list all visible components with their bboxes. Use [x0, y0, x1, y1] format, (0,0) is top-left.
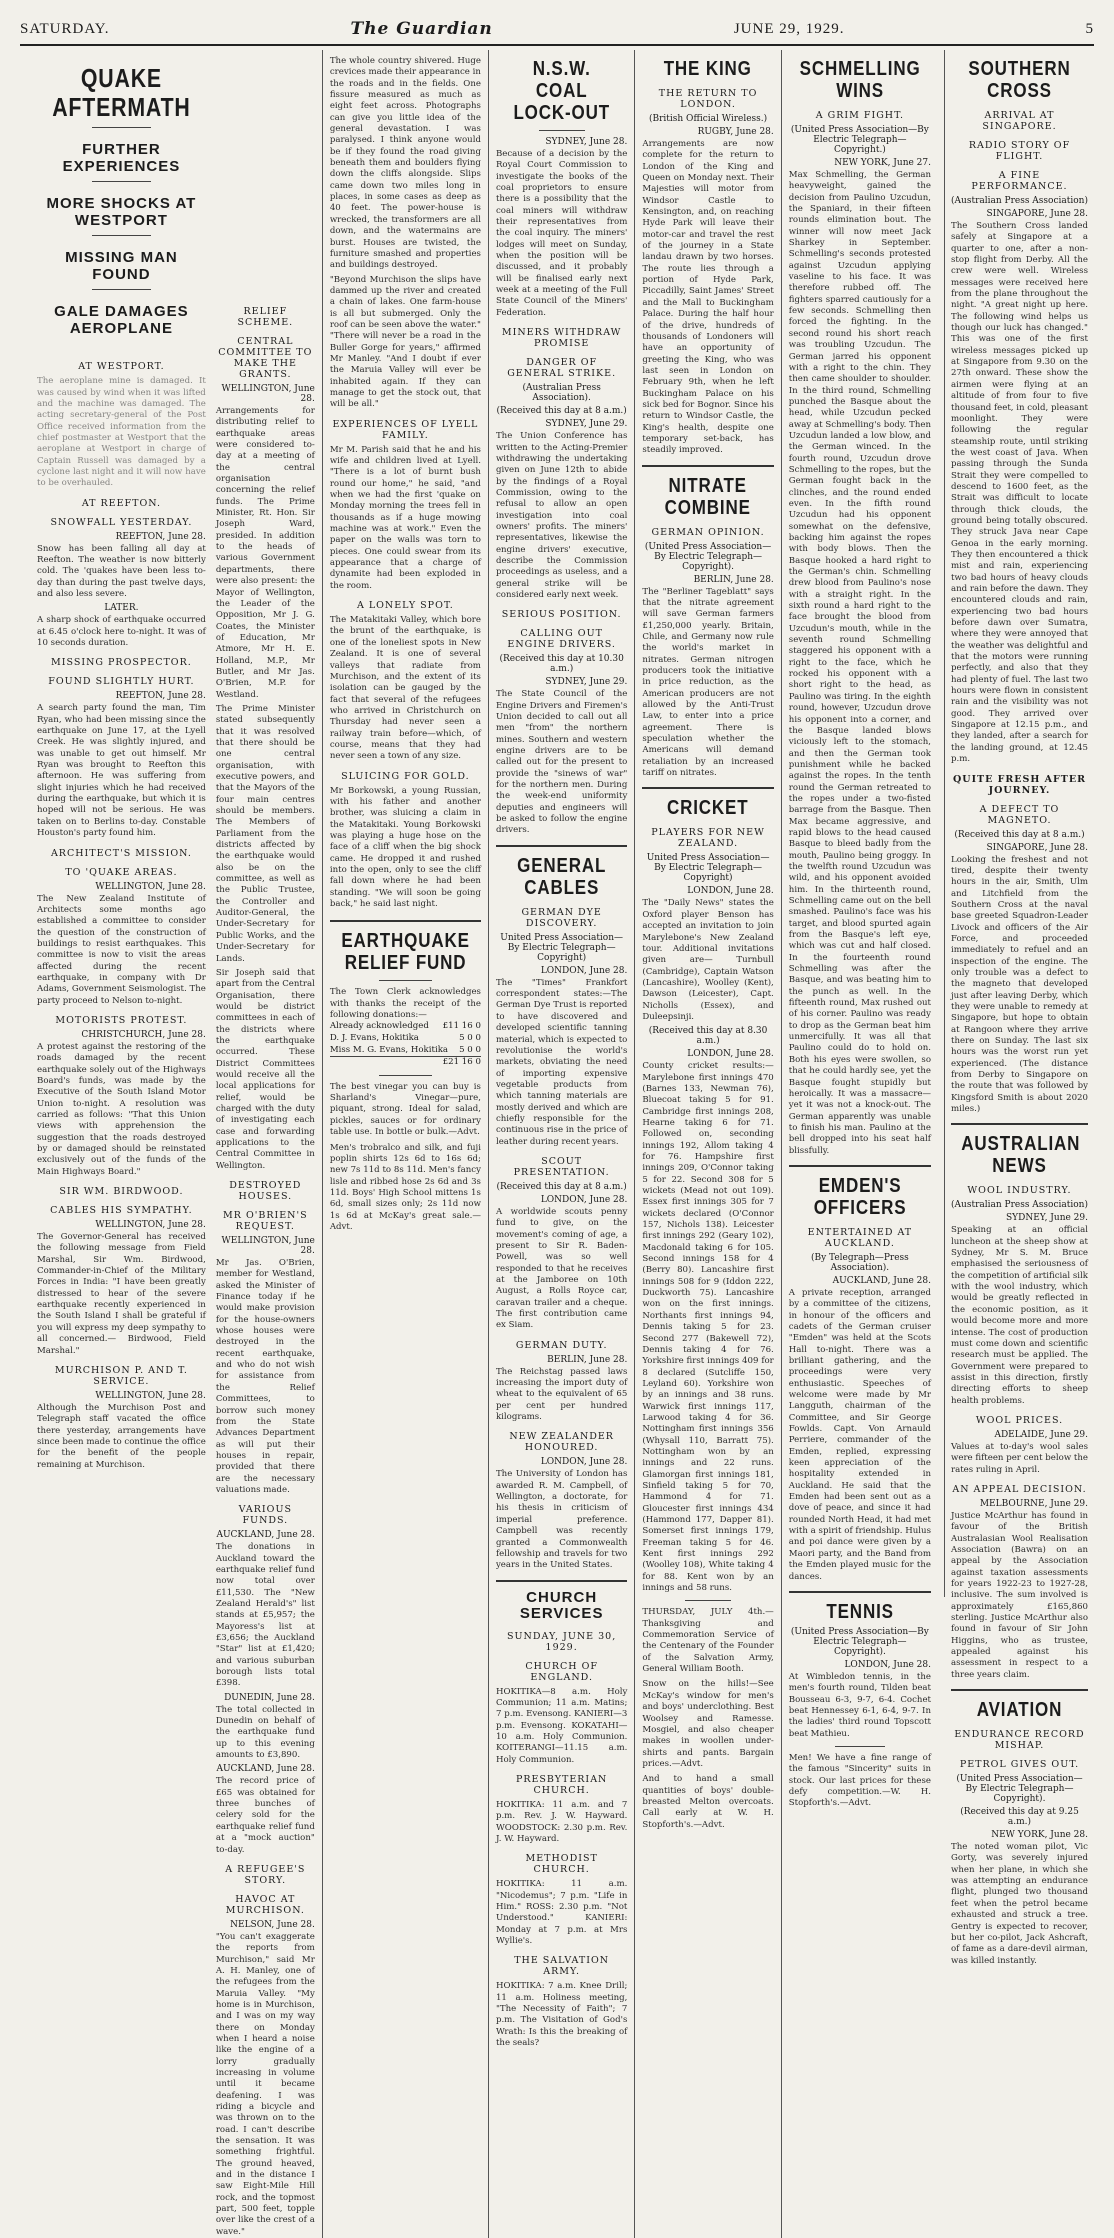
church-salvation-text: HOKITIKA: 7 a.m. Knee Drill; 11 a.m. Holiness meeting, "The Necessity of Faith"; 7 p.m. The Visitation of God's Wrath: Is this the breaking of the seals? — [495, 1981, 628, 2049]
columns — [30, 50, 938, 2237]
quake-continued-text: The whole country shivered. Huge crevices made their appearance in the roads and in the fields. One fissure measured as much as eight feet across. Photographs can give you little idea of the general devastation. I was paralysed. I think anyone would be if they found the road giving beneath them and boulders flying down the cliffs alongside. Slips came down two miles long in places, in some cases as deep as 40 feet. The power-house is wrecked, the transformers are all down, and the watermains are burst. Houses are twisted, the furniture smashed and properties and buildings destroyed. — [329, 56, 481, 271]
aviation-dateline: NEW YORK, June 28. — [991, 1830, 1088, 1841]
masthead-paper-title: The Guardian — [350, 19, 493, 39]
quake-missing-sub: MISSING PROSPECTOR. — [51, 657, 192, 669]
quake-obrien-text: Mr Jas. O'Brien, member for Westland, asked the Minister of Finance today if he would make provision for the house-owners whose houses were destroyed in the recent earthquake, and who do not wish for assistance from the Relief Committees, to borrow such money from the State Advances Department as will put their houses in repair, provided that there are the necessary valuations made. — [215, 1258, 315, 1495]
southern-cross-sub2: RADIO STORY OF FLIGHT. — [968, 140, 1071, 162]
quake-lonely-text: The Matakitaki Valley, which bore the brunt of the earthquake, is one of the loneliest spots in New Zealand. It is one of several valleys that radiate from Murchison, and the extent of its isolation can be gauged by the fact that several of the refugees who arrived in Christchurch on Thursday had never seen a railway train before—which, of course, means that they had never seen a town of any size. — [329, 615, 481, 762]
quake-refugee-sub: A REFUGEE'S STORY. — [225, 1863, 306, 1886]
quake-reefton-dateline: REEFTON, June 28. — [115, 531, 206, 542]
relief-fund-ad-shirts: Men's trobralco and silk, and fuji poplin shirts 12s 6d to 16s 6d; new 7s 11d to 8s 11d. Men's fancy lisle and ribbed hose 2s 6d and 3s 11d. Boys' High School mittens 1s 6d, small sizes only; 2s 11d now 1s 6d at McKay's great sale.—Advt. — [329, 1142, 481, 1232]
church-presbyterian-text: HOKITIKA: 11 a.m. and 7 p.m. Rev. J. W. Hayward. WOODSTOCK: 2.30 p.m. Rev. J. W. Hayward. — [495, 1799, 628, 1844]
australian-news-dateline: SYDNEY, June 29. — [1006, 1213, 1088, 1224]
nitrate-sub: GERMAN OPINION. — [651, 526, 765, 538]
quake-motorists-dateline: CHRISTCHURCH, June 28. — [81, 1029, 206, 1040]
mckay-snow-ad: Snow on the hills!—See McKay's window for men's and boys' underclothing. Best Woolsey and Ramesse. Mosgiel, and also cheaper makes in woollen under-shirts and pants. Bargain prices.—Advt. — [642, 1679, 774, 1769]
cricket-headline: CRICKET — [667, 797, 749, 820]
relief-fund-total — [330, 1056, 481, 1069]
col-3 — [323, 50, 489, 2238]
quake-sluicing-text: Mr Borkowski, a young Russian, with his father and another brother, was sluicing a claim in the Matakitaki. Young Borkowski was playing a huge hose on the face of a cliff when the big shock came. He dropped it and rushed into the open, only to see the cliff fall down where he had been standing. "We will soon be going back," he said last night. — [329, 785, 481, 910]
tennis-headline: TENNIS — [826, 1600, 894, 1623]
quake-birdwood-sub: SIR WM. BIRDWOOD. — [59, 1186, 184, 1198]
quake-lyell-text: Mr M. Parish said that he and his wife and children lived at Lyell. "There is a lot of burnt bush round our home," he said, "and when we had the first 'quake on Monday morning the trees fell in thousands as if a huge mowing machine was at work." Even the paper on the walls was torn to pieces. One could swear from its appearance that a charge of dynamite had been exploded in the room. — [329, 444, 481, 591]
church-england-text: HOKITIKA—8 a.m. Holy Communion; 11 a.m. Matins; 7 p.m. Evensong. KANIERI—3 p.m. Evensong. KOKATAHI—10 a.m. Holy Communion. KOITERANGI—11.15 a.m. Holy Communion. — [495, 1686, 628, 1765]
scout-dateline: LONDON, June 28. — [540, 1194, 628, 1205]
masthead-day: SATURDAY. — [20, 20, 110, 37]
divider — [92, 127, 151, 128]
general-cables-dateline: LONDON, June 28. — [540, 965, 628, 976]
quake-havoc-text: "You can't exaggerate the reports from Murchison," said Mr A. H. Manley, one of the refugees from the Maruia Valley. "My home is in Murchison, and I was on my way there on Monday when I heard a noise like the engine of a lorry gradually increasing in volume until it became deafening. I was riding a bicycle and was thrown on to the road. I can't describe the sensation. It was something frightful. The ground heaved, and in the distance I saw Eight-Mile Hill rock, and the topmost part, 500 feet, topple over like the crest of a wave." — [215, 1931, 315, 2237]
quake-later: LATER. — [104, 603, 139, 614]
relief-fund-line-amount: 5 0 0 — [459, 1033, 481, 1043]
general-cables-text: The "Times" Frankfort correspondent states:—The German Dye Trust is reported to have discovered and developed scientific tanning material, which is expected to revolutionise the world's markets, obviating the need of importing expensive vegetable products from which tanning materials are mostly derived and which are chiefly responsible for the continuous rise in the price of leather during recent years. — [495, 977, 628, 1147]
quake-obrien-dateline: WELLINGTON, June 28. — [221, 1236, 315, 1257]
australian-news-sub: WOOL INDUSTRY. — [967, 1185, 1072, 1197]
quake-missing-text: A search party found the man, Tim Ryan, who had been missing since the earthquake on June 17, at the Lyell Creek. He was slightly injured, and was unable to get out himself. Mr Ryan was brought to Reefton this afternoon. He was suffering from slight injuries which he had received during the earthquake, but which it is hoped will not be serious. He was taken on to Berlins to-day. Constable Houston's party found him. — [37, 703, 206, 839]
appeal-dateline: MELBOURNE, June 29. — [979, 1498, 1088, 1509]
cricket-dateline: LONDON, June 28. — [687, 886, 774, 897]
southern-cross-quite: QUITE FRESH AFTER JOURNEY. — [953, 773, 1086, 796]
relief-fund-ad-vinegar: The best vinegar you can buy is Sharland's Vinegar—pure, piquant, strong. Ideal for salad, pickles, sauces or for ordinary table use. In bottle or bulk.—Advt. — [329, 1081, 481, 1138]
quake-architects-text: The New Zealand Institute of Architects some months ago established a committee to consider the question of the construction of buildings to resist earthquakes. This committee is now to visit the areas affected during the recent earthquake, in company with Dr Adams, Government Seismologist. The party proceed to Nelson to-night. — [37, 893, 206, 1006]
quake-continued-text2: "Beyond Murchison the slips have dammed up the river and created a chain of lakes. One farm-house is all but submerged. Only the roof can be seen above the water." "There will never be a road in the Buller Gorge for years," affirmed Mr Manley. "And I doubt if ever the Maruia Valley will ever be inhabited again. If they can manage to get the stock out, that will be all." — [329, 274, 481, 410]
church-england-sub: CHURCH OF ENGLAND. — [525, 1660, 598, 1683]
church-methodist-sub: METHODIST CHURCH. — [525, 1853, 598, 1876]
quake-birdwood-dateline: WELLINGTON, June 28. — [95, 1220, 206, 1231]
king-credit: (British Official Wireless.) — [648, 114, 768, 124]
quake-relief-text: Arrangements for distributing relief to earthquake areas were considered to-day at a meeting of the central organisation concerning the relief funds. The Prime Minister, Rt. Hon. Sir Joseph Ward, presided. In addition to the heads of various Government departments, there were also present: the Mayor of Wellington, the Leader of the Opposition, Mr J. G. Coates, the Minister of Education, Mr Atmore, Mr H. E. Holland, M.P., Mr Butler, and Mr Jas. O'Brien, M.P. for Westland. — [215, 406, 315, 700]
scout-text: A worldwide scouts penny fund to give, on the movement's coming of age, a present to Sir R. Baden-Powell, was so well responded to that he receives at the Jamboree on 10th August, a Rolls Royce car, caravan trailer and a cheque. The first contribution came ex Siam. — [495, 1206, 628, 1331]
quake-relief-sub: RELIEF SCHEME. — [237, 306, 294, 328]
cricket-credit: United Press Association—By Electric Telegraph—Copyright) — [646, 853, 770, 884]
quake-architects-dateline: WELLINGTON, June 28. — [95, 881, 206, 892]
schmelling-text: Max Schmelling, the German heavyweight, gained the decision from Paulino Uzcudun, the Spaniard, in their fifteen rounds elimination bout. The winner will now meet Jack Sharkey in September. Schmelling's seconds protested against Uzcudun applying vaseline to his face. It was therefore rubbed off. The fighters sparred cautiously for a few seconds. Schmelling then forced the fighting. In the second round his short reach was troubling Uzcudun. The German jarred his opponent with a right to the chin. They then came shoulder to shoulder. In the third round, Schmelling punched the Basque about the head, while Uzcudun pecked away at Schmelling's body. Then Uzcudun landed a low blow, and the German winced. In the fourth round, Uzcudun drove Schmelling to the ropes, but the German fought back in the clinches, and the round ended even. In the fifth round Uzcudun had his opponent somewhat on the defensive, backing him against the ropes with body blows. Then the Basque hooked a hard right to the German's chin. Schmelling drew blood from Paulino's nose with a straight right. In the sixth round a hard right to the face brought the blood from Uzcudun's mouth, while in the seventh round Schmelling staggered his opponent with a right to the face, which he rocked his opponent with a short right to the head, as Paulino was tiring. In the eighth round, however, Uzcudun drove his opponent into a corner, and the Basque landed blows viciously left to the stomach, and then the German took punishment while he backed against the ropes. In the tenth round the German retreated to the ropes under a two-fisted barrage from the Basque. Then Max became aggressive, and rapid blows to the head caused Basque to bleed badly from the mouth, Paulino being groggy. In the twelfth round Uzcudun was wild, and his opponent avoided him. In the thirteenth round, Schmelling came out on the bell smashed. Paulino's face was his target, and blood spurted again from the Basque's left eye, which was cut and half closed. In the fourteenth round Schmelling was after the Basque, and was beating him to the punch as well. In the fifteenth round, Max rushed out of his corner. Paulino was ready to drop as the German beat him unmercifully. It was all that Paulino could do to hold on. Both his eyes were swollen, so that he could hardly see, yet the Basque fought stupidly but heroically. It was a massacre— yet it was not a knock-out. The German apparently was unable to finish his man. Paulino at the bell dropped into his seat half blissfully. — [788, 170, 931, 1156]
relief-fund-line — [330, 1045, 481, 1057]
quake-snow-sub: SNOWFALL YESTERDAY. — [50, 516, 193, 528]
nsw-headline: N.S.W. COAL LOCK-OUT — [513, 58, 610, 124]
quake-havoc-sub: HAVOC AT MURCHISON. — [225, 1893, 305, 1916]
schmelling-dateline: NEW YORK, June 27. — [834, 158, 931, 168]
divider — [642, 787, 773, 789]
aviation-credit: (United Press Association—By Electric Telegraph—Copyright). — [956, 1774, 1083, 1805]
quake-birdwood-sub2: CABLES HIS SYMPATHY. — [50, 1205, 193, 1217]
divider — [951, 1123, 1088, 1125]
quake-lyell-sub: EXPERIENCES OF LYELL FAMILY. — [332, 418, 479, 441]
salvation-centenary-ad: THURSDAY, JULY 4th.—Thanksgiving and Commemoration Service of the Centenary of the Founder of the Salvation Army, General William Booth. — [642, 1607, 774, 1675]
aviation-headline: AVIATION — [976, 1699, 1063, 1722]
cricket-text: The "Daily News" states the Oxford player Benson has accepted an invitation to join Marylebone's New Zealand tour. Additional invitations given are— Turnbull (Cambridge), Captain Watson (Lancashire), Woolley (Kent), Dawson (Leicester), Capt. Nicholls (Essex), and Duleepsinji. — [642, 898, 774, 1022]
southern-cross-credit: (Australian Press Association) — [951, 196, 1088, 206]
divider — [789, 1591, 931, 1593]
col-6 — [782, 50, 938, 2238]
sincerity-suits-ad: Men! We have a fine range of the famous "Sincerity" suits in stock. Our last prices for these defy competition.—W. H. Stopforth's.—Advt. — [788, 1752, 931, 1809]
quake-dunedin-text: The total collected in Dunedin on behalf of the earthquake fund up to this evening amounts to £3,890. — [215, 1704, 315, 1761]
schmelling-headline: SCHMELLING WINS — [799, 58, 921, 102]
aviation-text: The noted woman pilot, Vic Gorty, was severely injured when her plane, in which she was attempting an endurance flight, plunged two thousand feet when the petrol became exhausted and struck a tree. Gentry is expected to recover, but her co-pilot, Jack Ashcraft, of fame as a dare-devil airman, was killed instantly. — [951, 1842, 1088, 1966]
nz-honoured-sub: NEW ZEALANDER HONOURED. — [509, 1431, 614, 1454]
german-duty-dateline: BERLIN, June 28. — [547, 1354, 628, 1365]
col-4 — [489, 50, 635, 2238]
emden-dateline: AUCKLAND, June 28. — [832, 1275, 931, 1286]
southern-cross-headline: SOUTHERN CROSS — [968, 58, 1071, 102]
masthead-page-number: 5 — [1085, 20, 1094, 37]
cricket-dateline-2: LONDON, June 28. — [687, 1049, 774, 1060]
southern-cross-text-2: Looking the freshest and not tired, despite their twenty hours in the air, Smith, Ulm and Litchfield from the Southern Cross at the naval base greeted Squadron-Leader Livock and officers of the Air Force, and proceeded immediately to refuel and an inspection of the engine. The only trouble was a defect to the magneto that developed just after leaving Derby, which they were unable to remedy at Singapore, but hope to obtain at Rangoon where they arrive there on Sunday. The last six hours was the worst run yet experienced. (The distance from Derby to Singapore on the route that was followed by Kingsford Smith is about 2020 miles.) — [951, 854, 1088, 1115]
general-cables-sub: GERMAN DYE DISCOVERY. — [521, 906, 602, 929]
australian-news-credit: (Australian Press Association) — [951, 1200, 1088, 1211]
relief-fund-line-name: Already acknowledged — [329, 1021, 429, 1032]
masthead — [20, 18, 1094, 46]
southern-cross-defect: A DEFECT TO MAGNETO. — [979, 803, 1060, 826]
aviation-received: (Received this day at 9.25 a.m.) — [960, 1807, 1079, 1828]
divider — [835, 1746, 885, 1747]
church-salvation-sub: THE SALVATION ARMY. — [514, 1955, 610, 1978]
cricket-received: (Received this day at 8.30 a.m.) — [648, 1026, 768, 1047]
quake-relief-sub2: CENTRAL COMMITTEE TO MAKE THE GRANTS. — [218, 336, 313, 380]
quake-murchison-sub: MURCHISON P. AND T. SERVICE. — [54, 1364, 188, 1387]
relief-fund-line-amount: £11 16 0 — [442, 1021, 481, 1032]
church-date: SUNDAY, JUNE 30, 1929. — [507, 1630, 617, 1653]
emden-sub: ENTERTAINED AT AUCKLAND. — [807, 1226, 913, 1249]
relief-fund-line-amount: 5 0 0 — [459, 1044, 481, 1055]
nsw-received: (Received this day at 8 a.m.) — [496, 406, 627, 417]
divider — [379, 1075, 432, 1076]
nsw-calling: CALLING OUT ENGINE DRIVERS. — [507, 628, 616, 651]
general-cables-headline: GENERAL CABLES — [517, 854, 607, 899]
divider — [951, 1689, 1088, 1691]
divider — [496, 845, 627, 847]
quake-auckland-text: The record price of £65 was obtained for three bunches of celery sold for the earthquake relief fund at a "mock auction" to-day. — [215, 1776, 315, 1855]
scout-sub: SCOUT PRESENTATION. — [513, 1155, 610, 1178]
southern-cross-text: The Southern Cross landed safely at Singapore at a quarter to one, after a non-stop flight from Derby. All the crew were well. Wireless messages were received here from the plane throughout the night. "A great night up here. The following wind helps us though our luck has changed." This was one of the first wireless messages picked up at Singapore from 9.30 on the 27th onward. These show the airmen were flying at an altitude of from four to five thousand feet, in cold, pleasant moonlight. They were following the regular steamship route, until striking the west coast of Java. When passing through the Sunda Strait they were compelled to descend to 1600 feet, as the Strait was difficult to locate through thick clouds, the ground being totally obscured. They struck Java near Cape Genoa in the early morning. They then encountered a thick mist and rain, experiencing two bad hours of heavy clouds and rain before the dawn. They encountered clouds and rain, experiencing two bad hours before dawn over Sumatra, where they were annoyed that the weather was delightful and that the motors were running perfectly, and also that they had plenty of fuel. The last two hours were flown in consistent rain and the visibility was not good. They arrived over Singapore at 12.15 p.m., and they landed, after a search for the landing ground, at 12.45 p.m. — [951, 221, 1088, 765]
divider — [92, 181, 151, 182]
quake-murchison-dateline: WELLINGTON, June 28. — [95, 1390, 206, 1401]
cricket-text-2: County cricket results:— Marylebone first innings 470 (Barnes 133, Newman 76), Bluecoat taking 5 for 91. Cambridge first innings 208, Hearne taking 6 for 71. Followed on, seconding innings 192, Allom taking 4 for 76. Hampshire first innings 209, O'Connor taking 5 for 22. Second 308 for 5 wickets (Mead not out 109). Essex first innings 305 for 7 wickets declared (O'Connor 157, Nichols 138). Leicester first innings 292 (Geary 102), Macdonald taking 6 for 105. Second innings 158 for 4 (Berry 80). Lancashire first innings 508 for 9 (Iddon 222, Duckworth 75). Lancashire won on the first innings. Northants first innings 94, Dennis taking 5 for 23. Second 277 (Bakewell 72), Dennis taking 4 for 76. Yorkshire first innings 409 for 8 declared (Sutcliffe 150, Leyland 60). Yorkshire won by an innings and 38 runs. Warwick first innings 117, Larwood taking 4 for 36. Nottingham first innings 356 (Whysall 110, Barratt 75). Nottingham won by an innings and 22 runs. Glamorgan first innings 181, Sinfield taking 5 for 70, Hammond 4 for 71. Gloucester first innings 434 (Hammond 177, Dapper 81). Somerset first innings 179, Freeman taking 5 for 46. Kent first innings 292 (Woolley 108), White taking 4 for 88. Kent won by an innings and 58 runs. — [642, 1061, 774, 1594]
tennis-credit: (United Press Association—By Electric Telegraph—Copyright). — [790, 1626, 929, 1657]
king-sub: THE RETURN TO LONDON. — [658, 88, 758, 110]
church-presbyterian-sub: PRESBYTERIAN CHURCH. — [515, 1773, 608, 1796]
relief-fund-line — [330, 1021, 481, 1033]
quake-sluicing-sub: SLUICING FOR GOLD. — [341, 770, 470, 782]
appeal-sub: AN APPEAL DECISION. — [952, 1483, 1087, 1495]
southern-cross-sub3: A FINE PERFORMANCE. — [971, 170, 1068, 192]
quake-deck-2: MORE SHOCKS AT WESTPORT — [46, 195, 197, 229]
quake-motorists-sub: MOTORISTS PROTEST. — [55, 1014, 188, 1026]
wool-prices-text: Values at to-day's wool sales were fifteen per cent below the rates ruling in April. — [951, 1441, 1088, 1475]
emden-credit: (By Telegraph—Press Association). — [810, 1252, 909, 1273]
king-headline: THE KING — [664, 58, 753, 80]
divider — [685, 1600, 731, 1601]
quake-obrien-sub: MR O'BRIEN'S REQUEST. — [223, 1210, 308, 1233]
schmelling-sub: A GRIM FIGHT. — [815, 110, 905, 121]
stopforth-overcoat-ad: And to hand a small quantities of boys' double-breasted Melton overcoats. Call early at W. H. Stopforth's.—Advt. — [642, 1774, 774, 1830]
tennis-text: At Wimbledon tennis, in the men's fourth round, Tilden beat Bousseau 6-3, 9-7, 6-4. Cochet beat Hennessey 6-1, 6-4, 9-7. In the ladies' third round Topscott beat Mathieu. — [788, 1671, 931, 1739]
quake-missing-dateline: REEFTON, June 28. — [115, 691, 206, 702]
schmelling-credit: (United Press Association—By Electric Telegraph—Copyright.) — [790, 125, 929, 155]
quake-funds-text2: Sir Joseph said that apart from the Central Organisation, there would be district committees in each of the districts where the earthquake occurred. These District Committees would receive all the local applications for relief, would be charged with the duty of investigating each case and forwarding applications to the Central Committee in Wellington. — [215, 967, 315, 1171]
quake-westport-text: The aeroplane mine is damaged. It was caused by wind when it was lifted and the machine was damaged. The acting secretary-general of the Post Office received information from the chief postmaster at Westport that the aeroplane at Westport in charge of Captain Russell was damaged by a cyclone last night and it will now have to be overhauled. — [37, 376, 206, 489]
nz-honoured-dateline: LONDON, June 28. — [540, 1457, 628, 1468]
emden-text: A private reception, arranged by a committee of the citizens, in honour of the officers and cadets of the German cruiser "Emden" was held at the Scots Hall to-night. There was a brilliant gathering, and the proceedings were very enthusiastic. Speeches of welcome were made by Mr Langguth, chairman of the Committee, and Sir George Fowlds. Capt. Von Arnauld Perriere, commander of the Emden, replied, expressing keen appreciation of the hospitality extended in Auckland. He said that the Emden had been sent out as a dove of peace, and since it had rounded North Head, it had met with a spirit of friendship. Hulus and poi dance were given by a Maori party, and the Band from the Emden played music for the dances. — [788, 1287, 931, 1582]
australian-news-headline: AUSTRALIAN NEWS — [961, 1133, 1081, 1178]
church-headline: CHURCH SERVICES — [519, 1588, 604, 1623]
australian-news-text: Speaking at an official luncheon at the sheep show at Sydney, Mr S. M. Bruce emphasised the seriousness of the competition of artificial silk with the wool industry, which would be greatly reflected in the economic position, as it would become more and more intense. The cost of production must come down and scientific research must be applied. The Government were prepared to assist in this direction, firstly directing efforts to sheep health problems. — [951, 1225, 1088, 1406]
quake-reefton-sub: AT REEFTON. — [81, 497, 161, 509]
relief-fund-line — [330, 1033, 481, 1045]
emden-headline: EMDEN'S OFFICERS — [813, 1174, 907, 1219]
quake-various-sub: VARIOUS FUNDS. — [238, 1504, 292, 1527]
southern-cross-received: (Received this day at 8 a.m.) — [954, 829, 1085, 840]
col-5 — [635, 50, 781, 2238]
quake-havoc-dateline: NELSON, June 28. — [230, 1919, 315, 1930]
appeal-text: Justice McArthur has found in favour of the British Australasian Wool Realisation Association (Bawra) on an appeal by the Association against taxation assessments for years 1922-23 to 1927-28, inclusive. The sum involved is approximately £165,860 sterling. Justice McArthur also found in favour of Sir John Higgins, who as trustee, appealed against his assessment in respect to a three years claim. — [951, 1510, 1088, 1680]
quake-reefton-text: Snow has been falling all day at Reefton. The weather is now bitterly cold. The 'quakes have been less to-day than during the past twelve days, and also less severe. — [37, 543, 206, 599]
nitrate-text: The "Berliner Tageblatt" says that the nitrate agreement will save German farmers £1,250,000 yearly. Britain, Chile, and Germany now rule the world's market in nitrates. German nitrogen producers took the initiative in price reduction, as the American producers are not allowed by the Anti-Trust Law, to enter into a price agreement. There is speculation whether the Americans will demand retaliation by an increased tariff on nitrates. — [642, 586, 774, 779]
divider — [642, 465, 773, 467]
relief-fund-line-name: Miss M. G. Evans, Hokitika — [329, 1044, 449, 1055]
relief-fund-total-amount: £21 16 0 — [442, 1057, 481, 1068]
divider — [379, 980, 432, 981]
quake-architects-sub: ARCHITECT'S MISSION. — [50, 847, 192, 859]
quake-westport-sub: AT WESTPORT. — [78, 361, 165, 373]
king-dateline: RUGBY, June 28. — [697, 127, 774, 137]
quake-col-right — [216, 50, 315, 2238]
nitrate-headline: NITRATE COMBINE — [664, 474, 752, 519]
nsw-dateline-2: SYDNEY, June 29. — [545, 419, 628, 430]
quake-deck-1: FURTHER EXPERIENCES — [62, 141, 181, 175]
quake-split — [37, 50, 315, 2238]
church-methodist-text: HOKITIKA: 11 a.m. "Nicodemus"; 7 p.m. "Life in Him." ROSS: 2.30 p.m. "Not Understood." KANIERI: Monday at 7 p.m. at Mrs Wyllie's. — [495, 1879, 628, 1947]
col-7 — [944, 50, 1094, 1966]
german-duty-text: The Reichstag passed laws increasing the import duty of wheat to the equivalent of 65 per cent per hundred kilograms. — [495, 1366, 628, 1423]
nitrate-dateline: BERLIN, June 28. — [693, 574, 774, 585]
quake-deck-3: MISSING MAN FOUND — [65, 249, 178, 283]
quake-dunedin-dateline: DUNEDIN, June 28. — [224, 1692, 315, 1703]
nsw-serious: SERIOUS POSITION. — [501, 609, 622, 621]
german-duty-sub: GERMAN DUTY. — [515, 1339, 608, 1351]
quake-murchison-text: Although the Murchison Post and Telegraph staff vacated the office there yesterday, arrangements have since been made to continue the office for the benefit of the people remaining at Murchison. — [37, 1402, 206, 1470]
quake-lonely-sub: A LONELY SPOT. — [356, 600, 454, 612]
quake-headline: QUAKE AFTERMATH — [52, 63, 191, 122]
tennis-dateline: LONDON, June 28. — [844, 1659, 931, 1670]
scout-received: (Received this day at 8 a.m.) — [496, 1181, 627, 1192]
headline-spacer — [216, 50, 315, 298]
divider — [789, 1165, 931, 1167]
general-cables-credit: United Press Association—By Electric Telegraph—Copyright) — [500, 932, 624, 963]
divider — [92, 235, 151, 236]
aviation-sub: ENDURANCE RECORD MISHAP. — [954, 1729, 1085, 1752]
nitrate-credit: (United Press Association—By Electric Telegraph—Copyright). — [644, 541, 772, 572]
southern-cross-sub: ARRIVAL AT SINGAPORE. — [982, 110, 1057, 132]
nsw-dateline: SYDNEY, June 28. — [545, 137, 628, 147]
aviation-sub2: PETROL GIVES OUT. — [959, 1759, 1080, 1771]
masthead-date: JUNE 29, 1929. — [733, 20, 845, 37]
southern-cross-dateline: SINGAPORE, June 28. — [986, 209, 1088, 219]
nsw-sub: MINERS WITHDRAW PROMISE — [501, 327, 622, 350]
divider — [92, 289, 151, 290]
nsw-text-3: The State Council of the Engine Drivers and Firemen's Union decided to call out all men "from" the northern mines. Southern and western engine drivers are to be called out for the present to provide the "sinews of war" for the northern men. During the week-end uniformity deputies and engineers will be asked to follow the engine drivers. — [495, 689, 628, 836]
nsw-text-2: The Union Conference has written to the Acting-Premier withdrawing the undertaking given on June 12th to abide by the findings of a Royal Commission, owing to the refusal to allow an open investigation into coal owners' profits. The miners' representatives, likewise the engine drivers' executive, describe the Commission proceedings as useless, and a general strike will be considered early next week. — [495, 431, 628, 600]
quake-relief-dateline: WELLINGTON, June 28. — [221, 384, 315, 404]
wool-prices-sub: WOOL PRICES. — [975, 1414, 1064, 1426]
nsw-dateline-3: SYDNEY, June 29. — [545, 677, 628, 688]
quake-funds-text: The Prime Minister stated subsequently that it was resolved that there should be one central organisation, with executive powers, and that the Mayors of the four main centres should be members. The Members of Parliament from the districts affected by the earthquake would also be on the committee, as well as the Public Trustee, the Controller and Auditor-General, the Under-Secretary for Public Works, and the Under-Secretary for Lands. — [215, 703, 315, 964]
relief-fund-text: The Town Clerk acknowledges with thanks the receipt of the following donations:— — [329, 987, 481, 1021]
relief-fund-line-name: D. J. Evans, Hokitika — [329, 1033, 419, 1043]
quake-various-text: The donations in Auckland toward the earthquake relief fund now total over £11,530. The "New Zealand Herald's" list stands at £5,957; the Mayoress's list at £3,656; the Auckland "Star" list at £1,420; and various suburban borough lists total £398. — [215, 1542, 315, 1689]
quake-col-left — [37, 50, 206, 2238]
southern-cross-dateline-2: SINGAPORE, June 28. — [986, 842, 1088, 853]
quake-found-sub: FOUND SLIGHTLY HURT. — [48, 676, 195, 688]
quake-destroyed-sub: DESTROYED HOUSES. — [229, 1180, 302, 1203]
quake-various-dateline: AUCKLAND, June 28. — [216, 1530, 315, 1541]
divider — [539, 130, 585, 131]
nsw-sub2: DANGER OF GENERAL STRIKE. — [507, 357, 617, 380]
nsw-text: Because of a decision by the Royal Court Commission to investigate the books of the coal proprietors to ensure there is a possibility that the coal miners will withdraw their representatives from the coal inquiry. The miners' lodges will meet on Sunday, when the position will be discussed, and it probably will be finalised early next week at a meeting of the Full State Council of the Miners' Federation. — [495, 149, 628, 318]
cricket-sub: PLAYERS FOR NEW ZEALAND. — [651, 827, 765, 850]
quake-deck-4: GALE DAMAGES AEROPLANE — [54, 303, 189, 337]
relief-fund-headline: EARTHQUAKE RELIEF FUND — [341, 930, 470, 975]
quake-architects-sub2: TO 'QUAKE AREAS. — [65, 866, 178, 878]
quake-article — [30, 50, 323, 2238]
nsw-credit: (Australian Press Association). — [522, 383, 601, 404]
divider — [330, 920, 481, 922]
wool-prices-dateline: ADELAIDE, June 29. — [994, 1429, 1088, 1440]
quake-birdwood-text: The Governor-General has received the following message from Field Marshal, Sir Wm. Birdwood, Commander-in-Chief of the Military Forces in India: "I have been greatly distressed to hear of the severe earthquake recently experienced in the South Island I shall be grateful if you will express my deep sympathy to all concerned.— Birdwood, Field Marshal." — [37, 1232, 206, 1356]
nz-honoured-text: The University of London has awarded R. M. Campbell, of Wellington, a doctorate, for his thesis in criticism of imperial preference. Campbell was recently granted a Commonwealth fellowship and travels for two years in the United States. — [495, 1469, 628, 1571]
quake-later-text: A sharp shock of earthquake occurred at 6.45 o'clock here to-night. It was of 10 seconds duration. — [37, 615, 206, 649]
quake-motorists-text: A protest against the restoring of the roads damaged by the recent earthquake solely out of the Highways Board's funds, was made by the Executive of the South Island Motor Union to-night. A resolution was carried as follows: "That this Union views with apprehension the suggestion that the roads destroyed by or damaged should be reinstated exclusively out of the funds of the Main Highways Board." — [37, 1041, 206, 1177]
king-text: Arrangements are now complete for the return to London of the King and Queen on Monday next. Their Majesties will motor from Windsor Castle to Kensington, and, on reaching Hyde Park will leave their motor-car and travel the rest of the journey in a State landau drawn by two horses. The route lies through a portion of Hyde Park, Piccadilly, Saint James' Street and the Mall to Buckingham Palace. During the half hour of the drive, hundreds of thousands of Londoners will have an opportunity of greeting the King, who was last seen in London on February 9th, when he left Buckingham Palace on his sick bed for Bognor. Since his return to Windsor Castle, the King's health, despite one temporary set-back, has steadily improved. — [642, 139, 774, 456]
quake-auckland-dateline: AUCKLAND, June 28. — [216, 1764, 315, 1775]
nsw-received-2: (Received this day at 10.30 a.m.) — [499, 654, 624, 675]
divider — [496, 1580, 627, 1582]
